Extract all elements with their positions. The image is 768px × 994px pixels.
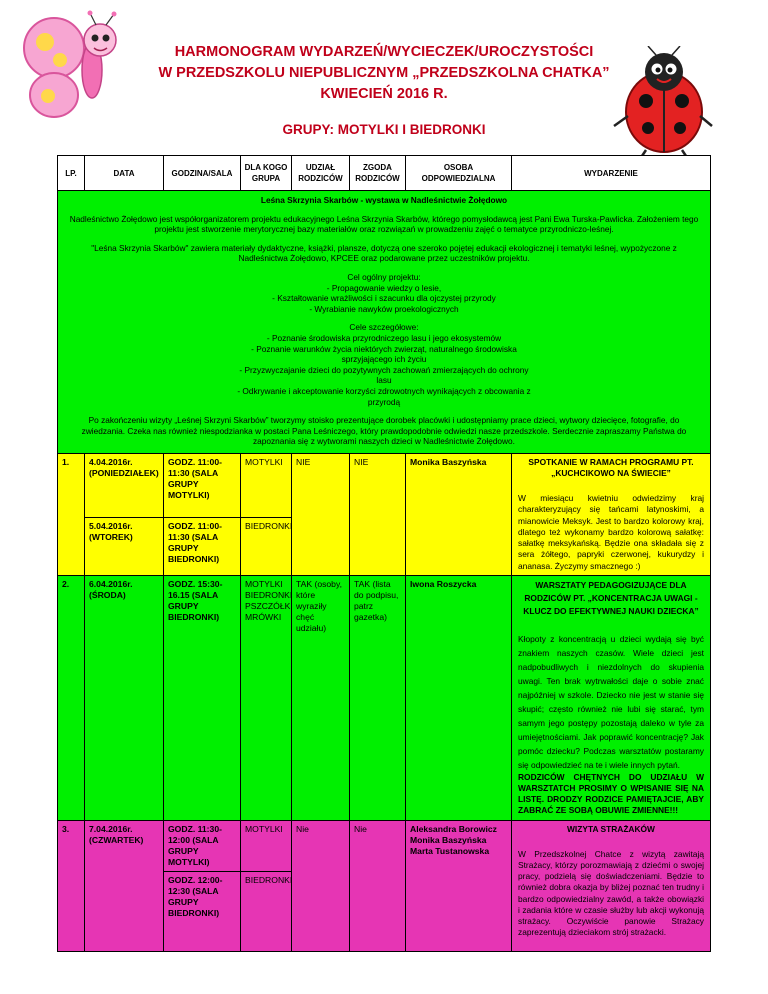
- schedule-table: [57, 155, 711, 952]
- page-title: [150, 42, 618, 105]
- lp-cell: 1.: [58, 453, 85, 575]
- event-text: Kłopoty z koncentracją u dzieci wydają się być znakiem naszych czasów. Wiele dzieci jest nadpobudliwych i niezdolnych do skupienia uwagi. Ten brak wytrwałości daje o sobie znać najpóźniej w szkole. Dziecko nie jest w stanie się skupić; często również nie lubi się starać, tym samym jego postępy pozostają daleko w tyle za umiejętnościami. Jak poprawić koncentrację? Jak pomóc dziecku? Podczas warsztatów postaramy się odpowiedzieć na te i wiele innych pytań.: [518, 633, 704, 770]
- event-text: W Przedszkolnej Chatce z wizytą zawitają Strażacy, którzy porozmawiają z dziećmi o swojej pracy, podzielą się doświadczeniami. Będzie to również dobra okazja by bliżej poznać ten trudny i bardzo odpowiedzialny zawód, a także obowiązki i zadania które w czasie służby lub akcji wykonują strażacy. Oczywiście panowie Strażacy zaprezentują dzieciakom strój strażacki.: [518, 848, 704, 938]
- intro-cell: [58, 191, 711, 454]
- list-item: - Kształtowanie wrażliwości i szacunku dla ojczystej przyrody: [66, 293, 702, 304]
- parents-cell: Nie: [292, 820, 350, 951]
- person-cell: Monika Baszyńska: [406, 453, 512, 575]
- event-cell: [512, 820, 711, 951]
- event-note: RODZICÓW CHĘTNYCH DO UDZIAŁU W WARSZTATCH PROSIMY O WPISANIE SIĘ NA LISTĘ. DRODZY RODZICE PAMIĘTAJCIE, ABY ZABRAĆ ZE SOBĄ OBUWIE ZMIENNE!!!: [518, 771, 704, 816]
- event-title: WARSZTATY PEDAGOGIZUJĄCE DLA RODZICÓW PT. „KONCENTRACJA UWAGI - KLUCZ DO EFEKTYWNEJ NAUKI DZIECKA”: [523, 579, 699, 616]
- table-row: [58, 820, 711, 871]
- group-cell: MOTYLKI: [241, 820, 292, 871]
- lp-cell: 3.: [58, 820, 85, 951]
- column-header: LP.: [58, 156, 85, 191]
- general-goals-title: Cel ogólny projektu:: [347, 271, 421, 282]
- person-cell: Iwona Roszycka: [406, 575, 512, 820]
- column-header: DLA KOGO GRUPA: [241, 156, 292, 191]
- title-line-1: HARMONOGRAM WYDARZEŃ/WYCIECZEK/UROCZYSTOŚCI: [174, 44, 594, 60]
- intro-heading: Leśna Skrzynia Skarbów - wystawa w Nadleśnictwie Żołędowo: [260, 195, 508, 205]
- lp-cell: 2.: [58, 575, 85, 820]
- time-cell: GODZ. 15:30-16.15 (SALA GRUPY BIEDRONKI): [164, 575, 241, 820]
- date-cell: 6.04.2016r. (ŚRODA): [85, 575, 164, 820]
- list-item: - Propagowanie wiedzy o lesie,: [66, 283, 702, 294]
- column-header: UDZIAŁ RODZICÓW: [292, 156, 350, 191]
- table-row: [58, 453, 711, 517]
- column-header: WYDARZENIE: [512, 156, 711, 191]
- group-cell: BIEDRONKI: [241, 871, 292, 951]
- group-cell: MOTYLKI BIEDRONKI PSZCZÓŁKI MRÓWKI: [241, 575, 292, 820]
- event-text: W miesiącu kwietniu odwiedzimy kraj charakteryzujący się tańcami latynoskimi, a mianowicie Meksyk. Jest to bardzo kolorowy kraj, dlatego też wykonamy bardzo kolorową sałatkę: sałatkę meksykańską. Będzie ona składała się z sera żółtego, papryki czerwonej, kukurydzy i ananasa. Życzymy smacznego :): [518, 493, 704, 571]
- time-cell: GODZ. 11:00-11:30 (SALA GRUPY BIEDRONKI): [164, 517, 241, 575]
- parents-cell: TAK (osoby, które wyraziły chęć udziału): [292, 575, 350, 820]
- detail-goals-title: Cele szczegółowe:: [349, 322, 419, 333]
- table-row: [58, 575, 711, 820]
- person-cell: Aleksandra Borowicz Monika Baszyńska Marta Tustanowska: [406, 820, 512, 951]
- event-cell: [512, 453, 711, 575]
- list-item: - Odkrywanie i akceptowanie korzyści zdrowotnych wynikających z obcowania z przyrodą: [234, 386, 534, 407]
- consent-cell: NIE: [350, 453, 406, 575]
- page-header: [0, 0, 768, 150]
- list-item: - Poznanie warunków życia niektórych zwierząt, naturalnego środowiska sprzyjającego ich życiu: [234, 344, 534, 365]
- column-header: GODZINA/SALA: [164, 156, 241, 191]
- date-cell: 7.04.2016r. (CZWARTEK): [85, 820, 164, 951]
- consent-cell: TAK (lista do podpisu, patrz gazetka): [350, 575, 406, 820]
- detail-goals-list: [234, 333, 534, 407]
- title-line-2: W PRZEDSZKOLU NIEPUBLICZNYM „PRZEDSZKOLNA CHATKA”: [158, 65, 610, 81]
- general-goals-list: [66, 283, 702, 315]
- date-cell: 4.04.2016r. (PONIEDZIAŁEK): [85, 453, 164, 517]
- intro-closing: Po zakończeniu wizyty „Leśnej Skrzyni Skarbów” tworzymy stoisko prezentujące dorobek placówki i udostępniamy prace dzieci, wytwory dziecięce, fotografie, do zwiedzania. Czeka nas również niespodzianka w postaci Pana Leśniczego, który prawdopodobnie odwiedzi nasze przedszkole. Serdecznie zapraszamy Państwa do zapoznania się z wytworami naszych dzieci w Nadleśnictwie Żołędowo.: [81, 415, 687, 447]
- intro-row: [58, 191, 711, 454]
- column-header: ZGODA RODZICÓW: [350, 156, 406, 191]
- ladybug-illustration: [606, 46, 716, 164]
- list-item: - Wyrabianie nawyków proekologicznych: [66, 304, 702, 315]
- list-item: - Przyzwyczajanie dzieci do pozytywnych zachowań zmierzających do ochrony lasu: [234, 365, 534, 386]
- consent-cell: Nie: [350, 820, 406, 951]
- table-header-row: [58, 156, 711, 191]
- time-cell: GODZ. 11:00-11:30 (SALA GRUPY MOTYLKI): [164, 453, 241, 517]
- title-line-3: KWIECIEŃ 2016 R.: [320, 86, 448, 102]
- parents-cell: NIE: [292, 453, 350, 575]
- group-cell: BIEDRONKI: [241, 517, 292, 575]
- butterfly-illustration: [20, 10, 130, 125]
- event-title: SPOTKANIE W RAMACH PROGRAMU PT. „KUCHCIKOWO NA ŚWIECIE”: [528, 456, 694, 479]
- time-cell: GODZ. 12:00-12:30 (SALA GRUPY BIEDRONKI): [164, 871, 241, 951]
- column-header: OSOBA ODPOWIEDZIALNA: [406, 156, 512, 191]
- groups-subtitle: GRUPY: MOTYLKI I BIEDRONKI: [282, 122, 486, 137]
- event-title: WIZYTA STRAŻAKÓW: [567, 823, 655, 834]
- intro-paragraph-2: "Leśna Skrzynia Skarbów" zawiera materiały dydaktyczne, książki, plansze, dotyczą one szeroko pojętej edukacji ekologicznej i tematyki leśnej, wypożyczone z Nadleśnictwa Żołędowo, KPCEE oraz podarowane przez uczestników projektu.: [91, 242, 677, 264]
- event-cell: [512, 575, 711, 820]
- group-cell: MOTYLKI: [241, 453, 292, 517]
- column-header: DATA: [85, 156, 164, 191]
- date-cell: 5.04.2016r. (WTOREK): [85, 517, 164, 575]
- time-cell: GODZ. 11:30-12:00 (SALA GRUPY MOTYLKI): [164, 820, 241, 871]
- intro-paragraph-1: Nadleśnictwo Żołędowo jest współorganizatorem projektu edukacyjnego Leśna Skrzynia Skarbów, którego pomysłodawcą jest Pani Ewa Turska-Pawlicka. Założeniem tego projektu jest stworzenie merytorycznej bazy materiałów oraz rozwiązań w prowadzeniu zajęć o tematyce przyrodniczo-leśnej.: [69, 213, 699, 235]
- list-item: - Poznanie środowiska przyrodniczego lasu i jego ekosystemów: [234, 333, 534, 344]
